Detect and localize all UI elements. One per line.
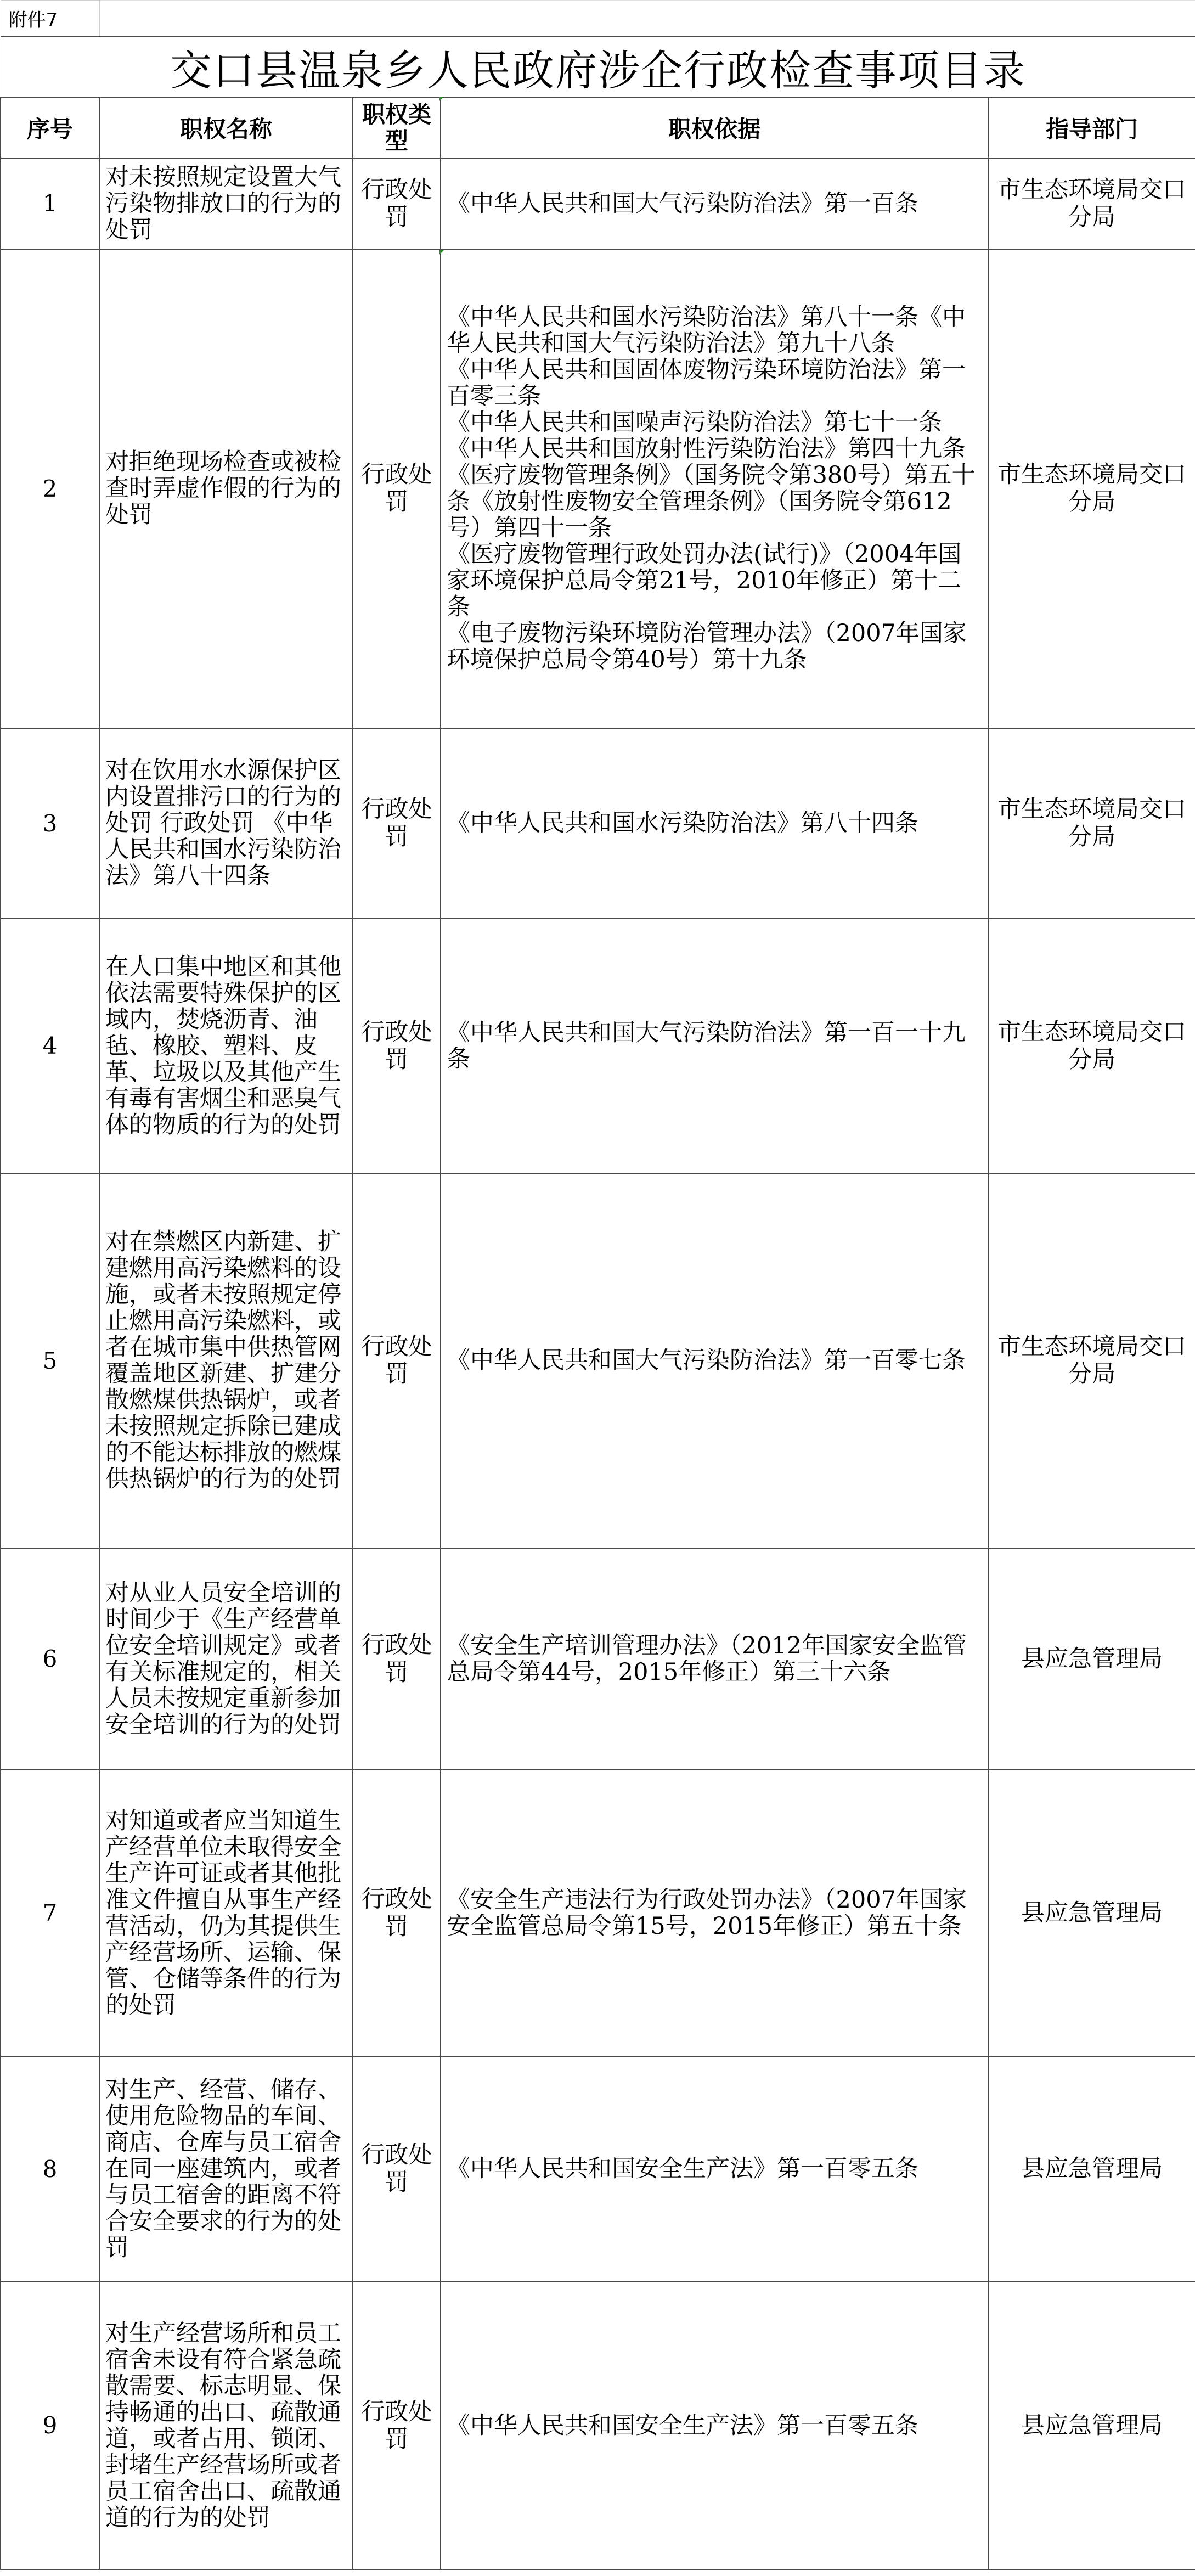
basis-line: 《中华人民共和国大气污染防治法》第一百零七条: [447, 1347, 966, 1374]
basis-line: 《中华人民共和国大气污染防治法》第一百条: [447, 189, 918, 217]
table-row: [1, 2056, 1195, 2282]
row-seq-cell[interactable]: 9: [1, 2282, 99, 2569]
row-type-cell[interactable]: 行政处罚: [353, 2056, 441, 2282]
basis-line: 《中华人民共和国固体废物污染环境防治法》第一百零三条: [447, 356, 966, 410]
row-type-cell[interactable]: 行政处罚: [353, 158, 441, 249]
row-basis-cell[interactable]: [441, 919, 988, 1173]
cell-comment-marker: [439, 250, 444, 255]
row-type-cell[interactable]: 行政处罚: [353, 728, 441, 919]
attachment-row: [1, 1, 1195, 37]
row-basis-cell[interactable]: [441, 249, 988, 728]
header-name[interactable]: 职权名称: [99, 98, 353, 158]
row-name-cell[interactable]: 对生产、经营、储存、使用危险物品的车间、商店、仓库与员工宿舍在同一座建筑内，或者与员工宿舍的距离不符合安全要求的行为的处罚: [99, 2056, 353, 2282]
table-body: [1, 1, 1195, 2569]
row-dept-cell[interactable]: 市生态环境局交口分局: [988, 728, 1195, 919]
row-dept-cell[interactable]: 县应急管理局: [988, 1770, 1195, 2056]
row-type-cell[interactable]: 行政处罚: [353, 1548, 441, 1770]
row-name-cell[interactable]: 对在禁燃区内新建、扩建燃用高污染燃料的设施，或者未按照规定停止燃用高污染燃料，或者在城市集中供热管网覆盖地区新建、扩建分散燃煤供热锅炉，或者未按照规定拆除已建成的不能达标排放的燃煤供热锅炉的行为的处罚: [99, 1173, 353, 1548]
row-basis-cell[interactable]: [441, 1173, 988, 1548]
page-title[interactable]: 交口县温泉乡人民政府涉企行政检查事项目录: [1, 37, 1195, 98]
header-basis[interactable]: 职权依据: [441, 98, 988, 158]
row-dept-cell[interactable]: 市生态环境局交口分局: [988, 919, 1195, 1173]
row-name-cell[interactable]: 对生产经营场所和员工宿舍未设有符合紧急疏散需要、标志明显、保持畅通的出口、疏散通道，或者占用、锁闭、封堵生产经营场所或者员工宿舍出口、疏散通道的行为的处罚: [99, 2282, 353, 2569]
basis-line: 《中华人民共和国噪声污染防治法》第七十一条: [447, 409, 942, 436]
basis-line: 《中华人民共和国放射性污染防治法》第四十九条: [447, 435, 966, 463]
basis-line: 《安全生产培训管理办法》（2012年国家安全监管总局令第44号，2015年修正）第三十六条: [447, 1632, 967, 1686]
basis-line: 《安全生产违法行为行政处罚办法》（2007年国家安全监管总局令第15号，2015年修正）第五十条: [447, 1886, 967, 1940]
row-basis-cell[interactable]: [441, 1548, 988, 1770]
row-dept-cell[interactable]: 市生态环境局交口分局: [988, 249, 1195, 728]
basis-line: 《中华人民共和国安全生产法》第一百零五条: [447, 2411, 918, 2439]
row-type-cell[interactable]: 行政处罚: [353, 249, 441, 728]
title-row: [1, 37, 1195, 98]
basis-line: 《电子废物污染环境防治管理办法》（2007年国家环境保护总局令第40号）第十九条: [447, 620, 967, 673]
table-row: [1, 158, 1195, 249]
row-seq-cell[interactable]: 5: [1, 1173, 99, 1548]
row-name-cell[interactable]: 对从业人员安全培训的时间少于《生产经营单位安全培训规定》或者有关标准规定的，相关人员未按规定重新参加安全培训的行为的处罚: [99, 1548, 353, 1770]
row-basis-cell[interactable]: [441, 158, 988, 249]
header-seq[interactable]: 序号: [1, 98, 99, 158]
row-type-cell[interactable]: 行政处罚: [353, 2282, 441, 2569]
header-type[interactable]: 职权类型: [353, 98, 441, 158]
header-row: [1, 98, 1195, 158]
basis-line: 《中华人民共和国水污染防治法》第八十四条: [447, 809, 918, 837]
row-name-cell[interactable]: 在人口集中地区和其他依法需要特殊保护的区域内，焚烧沥青、油毡、橡胶、塑料、皮革、垃圾以及其他产生有毒有害烟尘和恶臭气体的物质的行为的处罚: [99, 919, 353, 1173]
table-row: [1, 728, 1195, 919]
basis-line: 《中华人民共和国水污染防治法》第八十一条《中华人民共和国大气污染防治法》第九十八条: [447, 303, 966, 357]
row-seq-cell[interactable]: 8: [1, 2056, 99, 2282]
row-dept-cell[interactable]: 县应急管理局: [988, 2056, 1195, 2282]
row-basis-cell[interactable]: [441, 1770, 988, 2056]
row-seq-cell[interactable]: 7: [1, 1770, 99, 2056]
table-row: [1, 919, 1195, 1173]
row-basis-cell[interactable]: [441, 2056, 988, 2282]
row-name-cell[interactable]: 对未按照规定设置大气污染物排放口的行为的处罚: [99, 158, 353, 249]
cell-comment-marker: [439, 97, 444, 101]
row-name-cell[interactable]: 对知道或者应当知道生产经营单位未取得安全生产许可证或者其他批准文件擅自从事生产经营活动，仍为其提供生产经营场所、运输、保管、仓储等条件的行为的处罚: [99, 1770, 353, 2056]
row-name-cell[interactable]: 对拒绝现场检查或被检查时弄虚作假的行为的处罚: [99, 249, 353, 728]
row-dept-cell[interactable]: 市生态环境局交口分局: [988, 158, 1195, 249]
row-basis-cell[interactable]: [441, 728, 988, 919]
row-dept-cell[interactable]: 县应急管理局: [988, 1548, 1195, 1770]
row-type-cell[interactable]: 行政处罚: [353, 1770, 441, 2056]
row-type-cell[interactable]: 行政处罚: [353, 1173, 441, 1548]
basis-line: 《中华人民共和国大气污染防治法》第一百一十九条: [447, 1019, 966, 1073]
basis-line: 《医疗废物管理条例》（国务院令第380号）第五十条《放射性废物安全管理条例》（国务院令第612号）第四十一条: [447, 462, 976, 542]
row-type-cell[interactable]: 行政处罚: [353, 919, 441, 1173]
table-row: [1, 249, 1195, 728]
row-basis-cell[interactable]: [441, 2282, 988, 2569]
row-seq-cell[interactable]: 6: [1, 1548, 99, 1770]
row-seq-cell[interactable]: 2: [1, 249, 99, 728]
header-dept[interactable]: 指导部门: [988, 98, 1195, 158]
basis-line: 《中华人民共和国安全生产法》第一百零五条: [447, 2155, 918, 2183]
table-row: [1, 1770, 1195, 2056]
blank-cell[interactable]: [99, 1, 1195, 37]
row-seq-cell[interactable]: 1: [1, 158, 99, 249]
table-row: [1, 1548, 1195, 1770]
basis-line: 《医疗废物管理行政处罚办法(试行)》（2004年国家环境保护总局令第21号，2010年修正）第十二条: [447, 541, 962, 621]
row-dept-cell[interactable]: 县应急管理局: [988, 2282, 1195, 2569]
table-row: [1, 2282, 1195, 2569]
row-seq-cell[interactable]: 3: [1, 728, 99, 919]
attachment-label[interactable]: 附件7: [1, 1, 99, 37]
row-name-cell[interactable]: 对在饮用水水源保护区内设置排污口的行为的处罚 行政处罚 《中华人民共和国水污染防治法》第八十四条: [99, 728, 353, 919]
table-row: [1, 1173, 1195, 1548]
row-seq-cell[interactable]: 4: [1, 919, 99, 1173]
row-dept-cell[interactable]: 市生态环境局交口分局: [988, 1173, 1195, 1548]
